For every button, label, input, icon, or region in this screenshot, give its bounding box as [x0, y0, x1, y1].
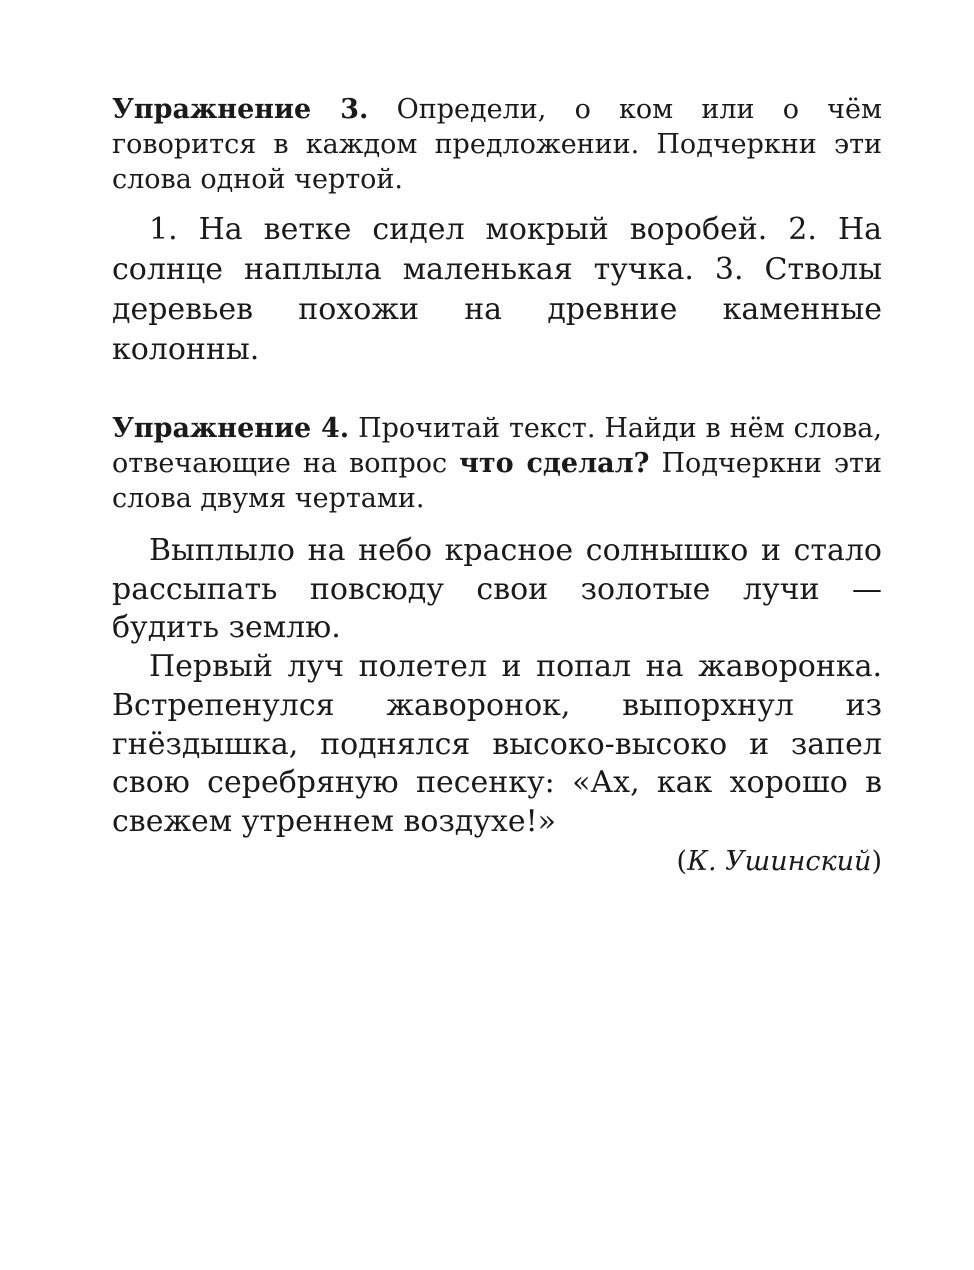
exercise-4-paragraph: Первый луч полетел и попал на жаворонка. Встрепенулся жаворонок, выпорхнул из гнёздышка, поднялся высоко-высоко и запел свою серебряную песенку: «Ах, как хорошо в свежем утреннем воздухе!» — [112, 649, 882, 839]
exercise-4-instruction-text-1: Прочитай текст. Найди в нём слова, отвечающие на вопрос — [112, 413, 882, 479]
exercise-3-label: Упражнение 3. — [112, 94, 369, 125]
exercise-3-text: 1. На ветке сидел мокрый воробей. 2. На солнце наплыла маленькая тучка. 3. Стволы деревьев похожи на древние каменные колонны. — [112, 212, 882, 367]
author-attribution — [112, 844, 882, 879]
section-spacer — [112, 370, 882, 411]
exercise-4-instruction — [112, 411, 882, 516]
exercise-4-label: Упражнение 4. — [112, 413, 350, 444]
author-name: К. Ушинский — [687, 845, 872, 877]
exercise-4-paragraph: Выплыло на небо красное солнышко и стало рассыпать повсюду свои золотые лучи — будить землю. — [112, 533, 882, 646]
exercise-3-instruction-text: Определи, о ком или о чём говорится в каждом предложении. Подчеркни эти слова одной чертой. — [112, 94, 882, 195]
exercise-3-instruction — [112, 92, 882, 197]
author-open-paren: ( — [676, 845, 688, 877]
textbook-page — [112, 92, 882, 879]
author-close-paren: ) — [871, 845, 882, 877]
exercise-4-question: что сделал? — [459, 448, 650, 479]
exercise-4-instruction-text-2: Подчеркни эти слова двумя чертами. — [112, 448, 882, 514]
